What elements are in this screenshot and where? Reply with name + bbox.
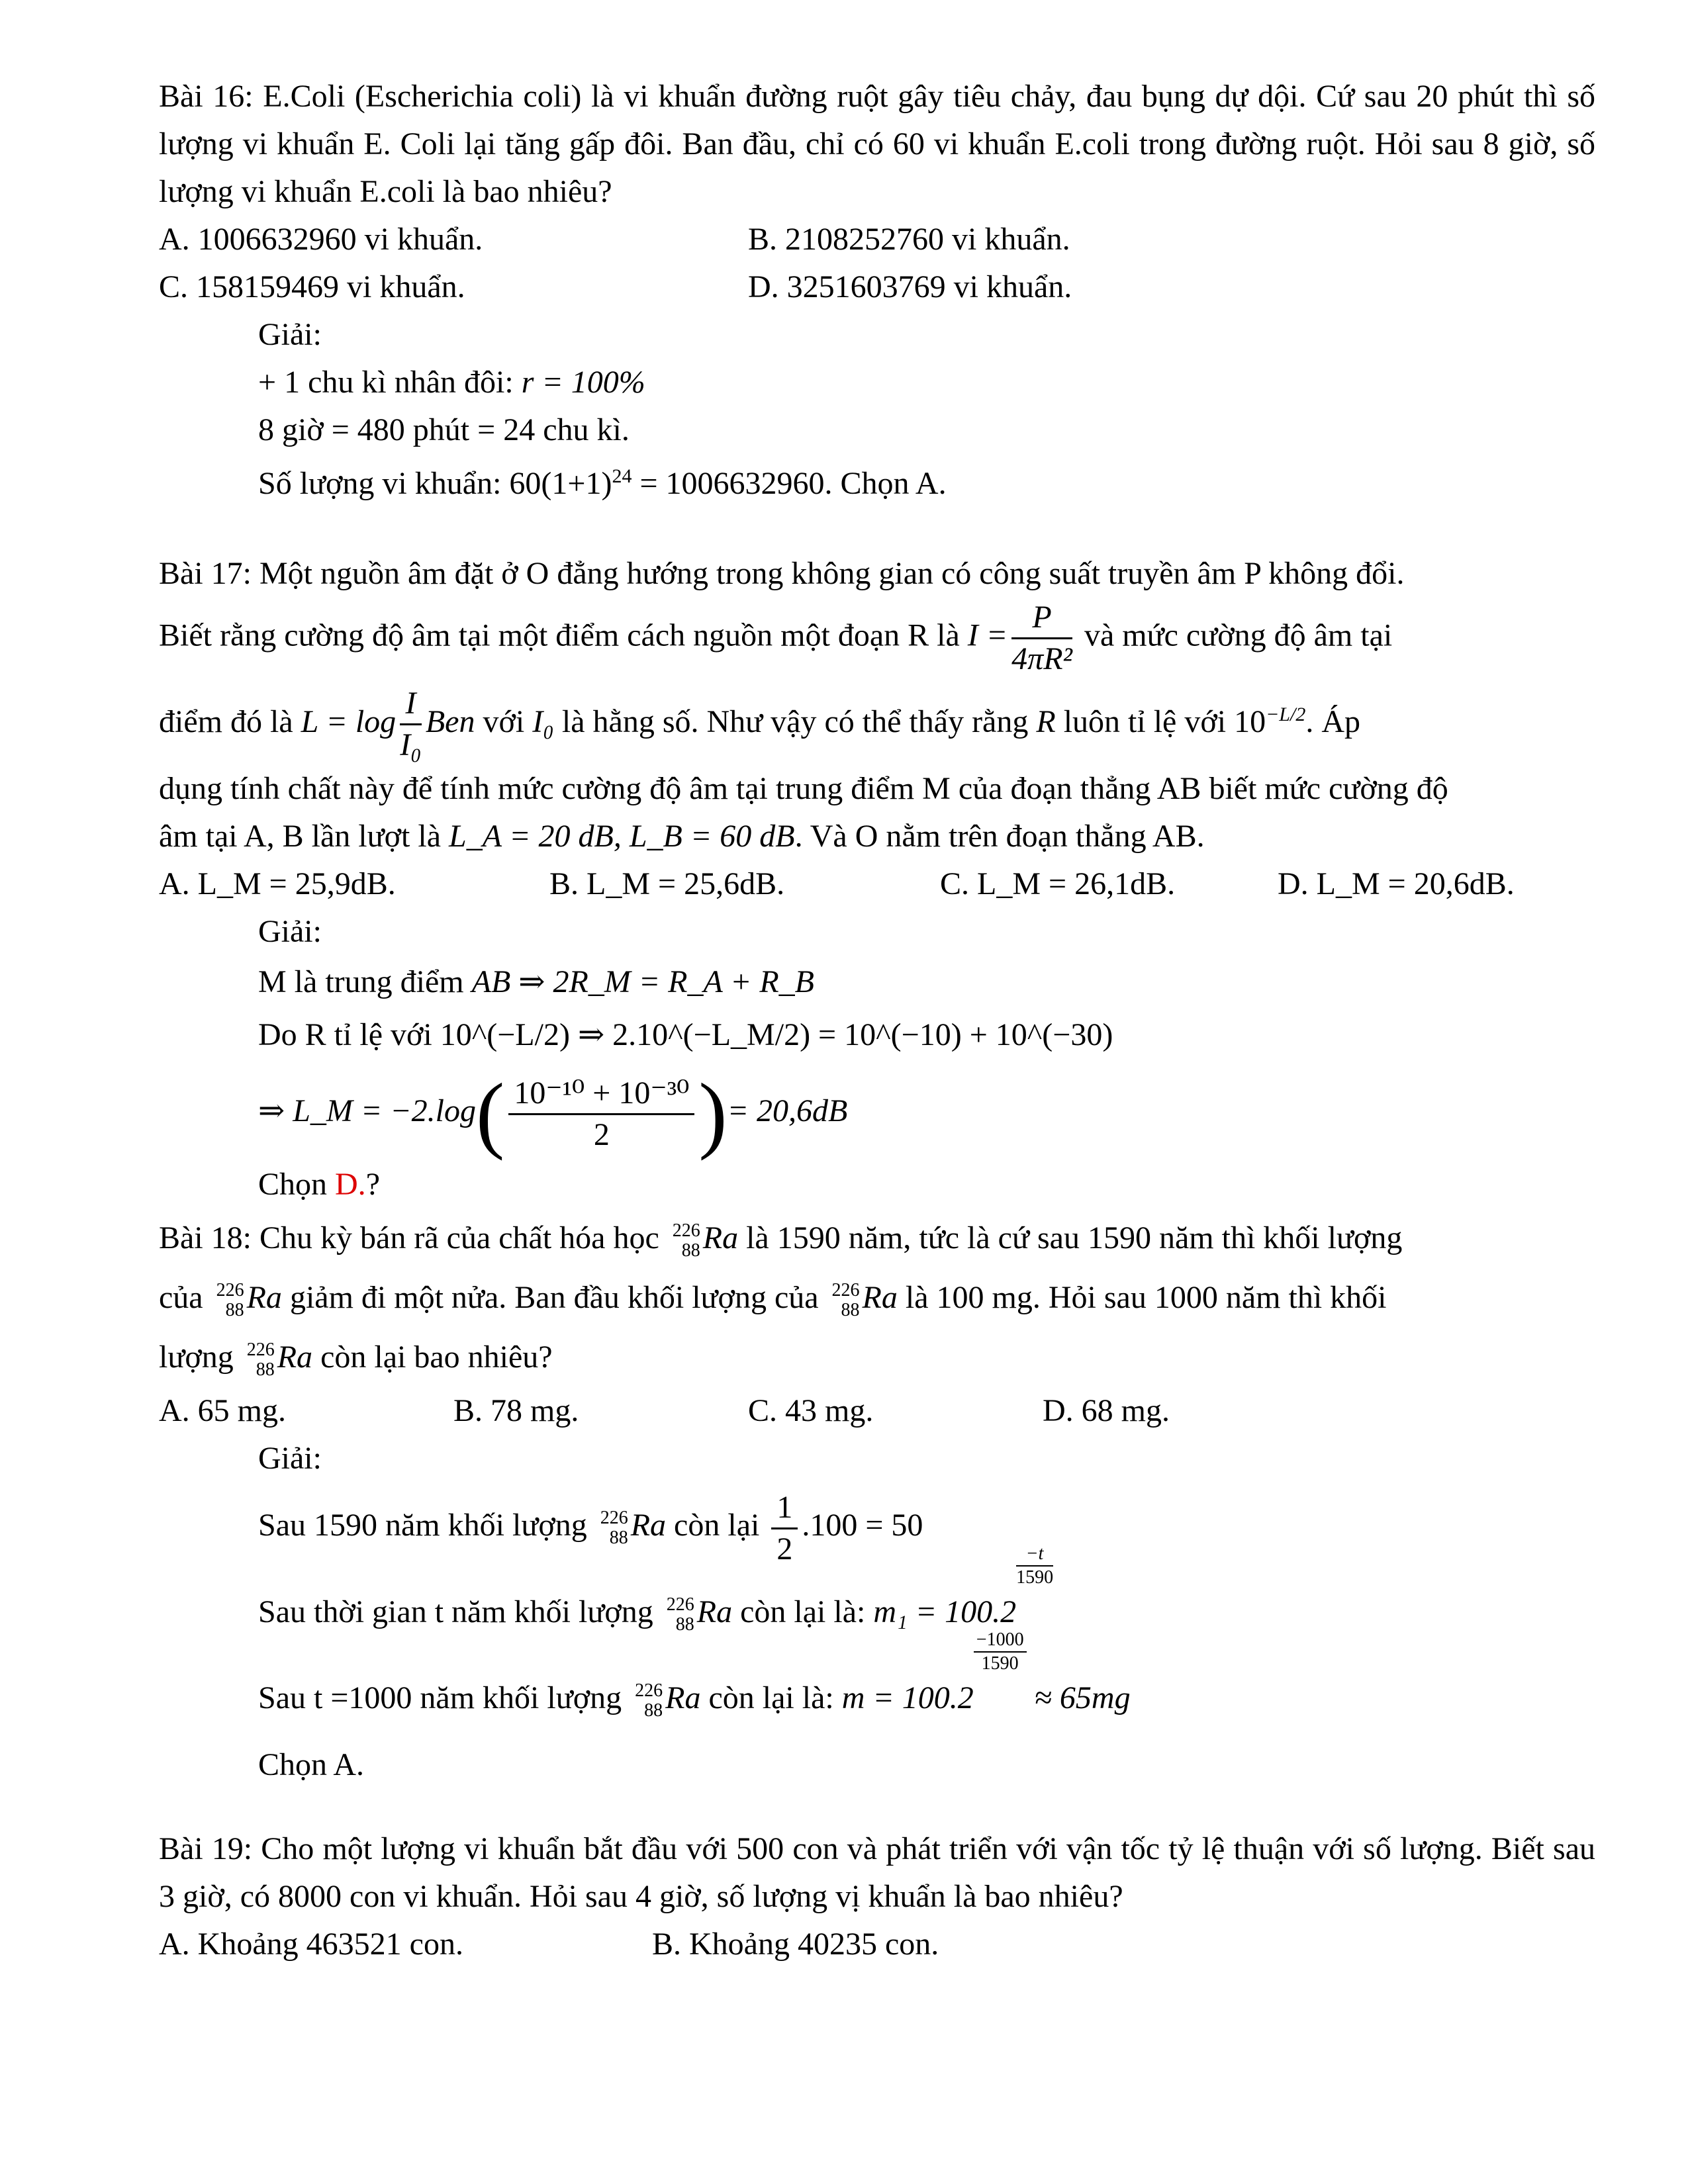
b18-solution-line: Sau t =1000 năm khối lượng 226 88 Ra còn lại là: m = 100.2 $\frac{-1000}{1590}$ ≈ 65mg xyxy=(258,1629,1131,1721)
b17-solution-heading: Giải: xyxy=(258,914,322,950)
fraction: $\frac{P}{\text{4πR²}}$ xyxy=(1011,598,1072,679)
b18-solution-heading: Giải: xyxy=(258,1441,322,1477)
b17-option-a: A. L_M = 25,9dB. xyxy=(159,866,396,902)
nuclide-notation: 226 88 xyxy=(831,1280,860,1321)
b19-options xyxy=(159,1921,1595,1968)
b17-solution-answer: Chọn D.? xyxy=(258,1167,380,1203)
b19-option-b: B. Khoảng 40235 con. xyxy=(652,1926,939,1962)
b18-option-c: C. 43 mg. xyxy=(748,1393,874,1429)
b18-question-line: lượng 226 88 Ra còn lại bao nhiêu? xyxy=(159,1340,553,1381)
b16-solution-line: + 1 chu kì nhân đôi: r = 100% xyxy=(258,365,645,400)
b19-option-a: A. Khoảng 463521 con. xyxy=(159,1926,463,1962)
b18-solution-line: Sau thời gian t năm khối lượng 226 88 Ra còn lại là: m₁ = 100.2 $\frac{-t}{1590}$ xyxy=(258,1543,1054,1635)
b18-option-b: B. 78 mg. xyxy=(453,1393,579,1429)
b17-question-line: âm tại A, B lần lượt là L_A = 20 dB, L_B = 60 dB. Và O nằm trên đoạn thẳng AB. xyxy=(159,819,1205,854)
b18-options xyxy=(159,1387,1595,1435)
b18-option-a: A. 65 mg. xyxy=(159,1393,286,1429)
b16-options-row2 xyxy=(159,263,1595,311)
b17-solution-line: M là trung điểm AB ⇒ 2R_M = R_A + R_B xyxy=(258,964,814,1000)
b16-solution-heading: Giải: xyxy=(258,317,322,352)
b19-question: Bài 19: Cho một lượng vi khuẩn bắt đầu với 500 con và phát triển với vận tốc tỷ lệ thuận với số lượng. Biết sau 3 giờ, có 8000 con vi khuẩn. Hỏi sau 4 giờ, số lượng vị khuẩn là bao nhiêu? xyxy=(159,1831,1595,1914)
b16-solution-line: 8 giờ = 480 phút = 24 chu kì. xyxy=(258,412,630,447)
nuclide-notation: 226 88 xyxy=(666,1594,694,1635)
exponent-fraction: $\frac{-1000}{1590}$ xyxy=(974,1629,1027,1675)
document-page xyxy=(159,73,1595,1968)
b16-option-c: C. 158159469 vi khuẩn. xyxy=(159,269,465,304)
b17-options xyxy=(159,860,1595,908)
b17-question-line: dụng tính chất này để tính mức cường độ âm tại trung điểm M của đoạn thẳng AB biết mức cường độ xyxy=(159,771,1448,807)
nuclide-notation: 226 88 xyxy=(246,1340,275,1381)
fraction: $\frac{I}{\text{I₀}}$ xyxy=(400,684,422,765)
b17-question-line: điểm đó là L = log $\frac{I}{\text{I₀}}$ Ben với I₀ là hằng số. Như vậy có thể thấy rằng R luôn tỉ lệ với $10^{-L/2}$. Áp xyxy=(159,679,1595,765)
exponent-fraction: $\frac{-t}{1590}$ xyxy=(1016,1543,1054,1588)
b17-question-line: Bài 17: Một nguồn âm đặt ở O đẳng hướng trong không gian có công suất truyền âm P không đổi. xyxy=(159,556,1405,591)
nuclide-notation: 226 88 xyxy=(672,1220,700,1261)
b16-option-a: A. 1006632960 vi khuẩn. xyxy=(159,222,483,257)
b16-options-row1 xyxy=(159,216,1595,263)
fraction: $\frac{\text{10⁻¹⁰ + 10⁻³⁰}}{2}$ xyxy=(508,1073,694,1155)
b18-option-d: D. 68 mg. xyxy=(1043,1393,1170,1429)
nuclide-notation: 226 88 xyxy=(600,1508,628,1549)
b18-question-line: của 226 88 Ra giảm đi một nửa. Ban đầu khối lượng của 226 88 Ra là 100 mg. Hỏi sau 1000 năm thì khối xyxy=(159,1280,1387,1321)
fraction: $\frac{1}{2}$ xyxy=(771,1488,798,1569)
nuclide-notation: 226 88 xyxy=(216,1280,244,1321)
b17-option-d: D. L_M = 20,6dB. xyxy=(1278,866,1515,902)
b16-solution-line: Số lượng vi khuẩn: $60(1+1)^{24} = 1006632960$. Chọn A. xyxy=(258,465,947,501)
b17-option-c: C. L_M = 26,1dB. xyxy=(940,866,1176,902)
b17-option-b: B. L_M = 25,6dB. xyxy=(549,866,785,902)
b16-question: Bài 16: E.Coli (Escherichia coli) là vi khuẩn đường ruột gây tiêu chảy, đau bụng dự dội. Cứ sau 20 phút thì số lượng vi khuẩn E. Coli lại tăng gấp đôi. Ban đầu, chỉ có 60 vi khuẩn E.coli trong đường ruột. Hỏi sau 8 giờ, số lượng vi khuẩn E.coli là bao nhiêu? xyxy=(159,79,1595,209)
nuclide-notation: 226 88 xyxy=(635,1680,663,1721)
b16-option-d: D. 3251603769 vi khuẩn. xyxy=(748,269,1072,304)
b18-solution-line: Sau 1590 năm khối lượng 226 88 Ra còn lại $\frac{1}{2}$ .100 = 50 xyxy=(159,1482,1595,1569)
b17-question-line: Biết rằng cường độ âm tại một điểm cách nguồn một đoạn R là I = $\frac{P}{\text{4πR²}}$ và mức cường độ âm tại xyxy=(159,598,1595,679)
b17-solution-line: ⇒ L_M = −2.log( $\frac{\text{10⁻¹⁰ + 10⁻³⁰}}{2}$ )= 20,6dB xyxy=(258,1066,848,1162)
b17-solution-line: Do R tỉ lệ với 10^(−L/2) ⇒ 2.10^(−L_M/2) = 10^(−10) + 10^(−30) xyxy=(258,1017,1113,1053)
b18-question-line: Bài 18: Chu kỳ bán rã của chất hóa học 226 88 Ra là 1590 năm, tức là cứ sau 1590 năm thì khối lượng xyxy=(159,1220,1403,1261)
b18-solution-answer: Chọn A. xyxy=(258,1747,365,1782)
b16-option-b: B. 2108252760 vi khuẩn. xyxy=(748,222,1070,257)
